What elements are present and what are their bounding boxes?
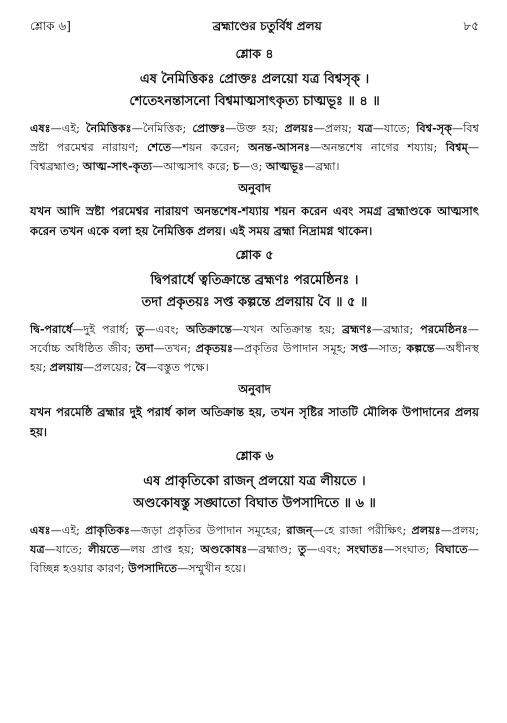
gloss-meaning: —লয় প্রাপ্ত হয়;: [119, 543, 201, 556]
gloss-term: তু: [135, 322, 145, 336]
gloss-term: প্রোক্তঃ: [192, 121, 226, 135]
verse-line: অণ্ডকোষস্তু সঙ্ঘাতো বিঘাত উপসাদিতে ॥ ৬ ॥: [133, 496, 376, 511]
gloss-term: প্রলয়ঃ: [411, 523, 441, 537]
gloss-term: চ: [233, 159, 240, 173]
verse-block: [30, 247, 479, 442]
gloss-meaning: —সম্মুখীন হয়ে।: [177, 562, 246, 575]
translation-text: যখন পরমেষ্ঠি ব্রহ্মার দুই পরার্ধ কাল অতিক্রান্ত হয়, তখন সৃষ্টির সাতটি মৌলিক উপাদানের প্রলয় হয়।: [30, 405, 479, 439]
page-header: [30, 18, 479, 40]
gloss-term: এষঃ: [30, 523, 51, 537]
gloss-meaning: —ব্রহ্মাণ্ড;: [247, 543, 298, 556]
gloss-meaning: —নৈমিত্তিক;: [131, 122, 193, 135]
verse-title: শ্লোক ৫: [235, 247, 274, 262]
gloss-meaning: —প্রলয়ের;: [82, 361, 136, 374]
gloss-term: ব্রহ্মণঃ: [342, 322, 372, 336]
gloss-meaning: —উক্ত হয়;: [225, 122, 285, 135]
gloss-meaning: —হে রাজা পরীক্ষিৎ;: [312, 524, 412, 537]
gloss-term: আত্মভূঃ: [265, 159, 305, 173]
gloss-meaning: —বস্তুত পক্ষে।: [146, 361, 209, 374]
gloss-term: প্রাকৃতিকঃ: [85, 523, 130, 537]
gloss-term: যত্র: [30, 542, 45, 556]
word-gloss: [30, 119, 479, 176]
gloss-term: নৈমিত্তিকঃ: [86, 121, 132, 135]
gloss-term: রাজন্: [286, 523, 313, 537]
gloss-term: লীয়তে: [88, 542, 120, 556]
gloss-meaning: —প্রলয়;: [313, 122, 359, 135]
gloss-term: এষঃ: [30, 121, 51, 135]
word-gloss: [30, 320, 479, 377]
gloss-meaning: —যাতে;: [44, 543, 89, 556]
verse-title: শ্লোক ৪: [235, 46, 274, 61]
gloss-meaning: —প্রকৃতির উপাদান সমূহ;: [232, 342, 352, 355]
verse-line: দ্বিপরার্ধে ত্বতিক্রান্তে ব্রহ্মণঃ পরমেষ্ঠিনঃ ।: [150, 273, 359, 288]
verse-line: এষ নৈমিত্তিকঃ প্রোক্তঃ প্রলয়ো যত্র বিশ্বসৃক্ ।: [139, 72, 370, 87]
gloss-meaning: —এবং;: [306, 543, 347, 556]
gloss-term: তদা: [136, 341, 154, 355]
gloss-term: পরমেষ্ঠিনঃ: [420, 322, 468, 336]
gloss-meaning: —ও;: [239, 160, 266, 173]
translation-heading: অনুবাদ: [238, 181, 271, 195]
verse-line: শেতেঽনন্তাসনো বিশ্বমাত্মসাৎকৃত্য চাত্মভূঃ ॥ ৪ ॥: [129, 94, 380, 109]
verse-line: তদা প্রকৃতয়ঃ সপ্ত কল্পন্তে প্রলয়ায় বৈ ॥ ৫ ॥: [141, 295, 368, 310]
gloss-term: সপ্ত: [351, 341, 368, 355]
gloss-meaning: —বিচ্ছিন্ন হওয়ার কারণ;: [30, 543, 479, 575]
page-number: ৮৫: [463, 19, 479, 33]
gloss-term: বৈ: [135, 360, 147, 374]
gloss-meaning: —সর্বোচ্চ অধিষ্ঠিত জীব;: [30, 323, 479, 355]
gloss-meaning: —আত্মসাৎ করে;: [152, 160, 234, 173]
gloss-meaning: —যখন অতিক্রান্ত হয়;: [231, 323, 343, 336]
gloss-meaning: —সংঘাত;: [383, 543, 436, 556]
gloss-term: অণ্ডকোষঃ: [200, 542, 248, 556]
verse-line: এষ প্রাকৃতিকো রাজন্ প্রলয়ো যত্র লীয়তে ।: [143, 474, 366, 489]
verse-title: শ্লোক ৬: [235, 448, 274, 463]
gloss-meaning: —অধীনস্থ হয়;: [30, 342, 479, 374]
verse-block: [30, 46, 479, 241]
gloss-term: অনন্ত-আসনঃ: [248, 140, 310, 154]
header-chapter-title: ব্রহ্মাণ্ডের চতুর্বিধ প্রলয়: [212, 19, 322, 33]
word-gloss: [30, 521, 479, 578]
verse-block: [30, 448, 479, 578]
gloss-meaning: —বিশ্ব স্রষ্টা পরমেশ্বর নারায়ণ;: [30, 122, 480, 154]
gloss-meaning: —এবং;: [144, 323, 186, 336]
gloss-meaning: —শয়ন করেন;: [171, 141, 249, 154]
gloss-term: দ্বি-পরার্ধে: [30, 322, 73, 336]
gloss-meaning: —দুই পরার্ধ;: [72, 323, 136, 336]
gloss-term: শেতে: [147, 140, 172, 154]
gloss-meaning: —বিশ্বব্রহ্মাণ্ড;: [30, 141, 479, 173]
gloss-meaning: —ব্রহ্মা।: [304, 160, 340, 173]
gloss-term: সংঘাতঃ: [346, 542, 384, 556]
gloss-term: কল্পন্তে: [406, 341, 435, 355]
gloss-term: বিশ্ব-সৃক্: [416, 121, 452, 135]
gloss-meaning: —সাত;: [367, 342, 407, 355]
gloss-term: প্রকৃতয়ঃ: [195, 341, 233, 355]
header-verse-ref: শ্লোক ৬]: [30, 19, 71, 33]
gloss-term: অতিক্রান্তে: [185, 322, 232, 336]
gloss-meaning: —জড়া প্রকৃতির উপাদান সমূহের;: [129, 524, 287, 537]
gloss-meaning: —ব্রহ্মার;: [371, 323, 421, 336]
gloss-term: প্রলয়ায়: [49, 360, 83, 374]
gloss-meaning: —প্রলয়;: [440, 524, 479, 537]
gloss-meaning: —যাতে;: [372, 122, 417, 135]
gloss-meaning: —তখন;: [153, 342, 196, 355]
translation-text: যখন আদি স্রষ্টা পরমেশ্বর নারায়ণ অনন্তশেষ-শয্যায় শয়ন করেন এবং সমগ্র ব্রহ্মাণ্ডকে আত্মসাৎ করেন তখন একে বলা হয় নৈমিত্তিক প্রলয়। এই সময় ব্রহ্মা নিদ্রামগ্ন থাকেন।: [30, 204, 479, 238]
gloss-meaning: —এই;: [50, 122, 87, 135]
gloss-term: বিশ্বম্: [445, 140, 468, 154]
translation-heading: অনুবাদ: [238, 382, 271, 396]
gloss-meaning: —এই;: [50, 524, 86, 537]
gloss-term: প্রলয়ঃ: [284, 121, 314, 135]
gloss-term: তু: [297, 542, 307, 556]
gloss-term: উপসাদিতে: [128, 561, 178, 575]
gloss-term: বিঘাতে: [435, 542, 468, 556]
gloss-term: যত্র: [358, 121, 373, 135]
gloss-meaning: —অনন্তশেষ নাগের শয্যায়;: [309, 141, 446, 154]
gloss-term: আত্ম-সাৎ-কৃত্য: [82, 159, 153, 173]
